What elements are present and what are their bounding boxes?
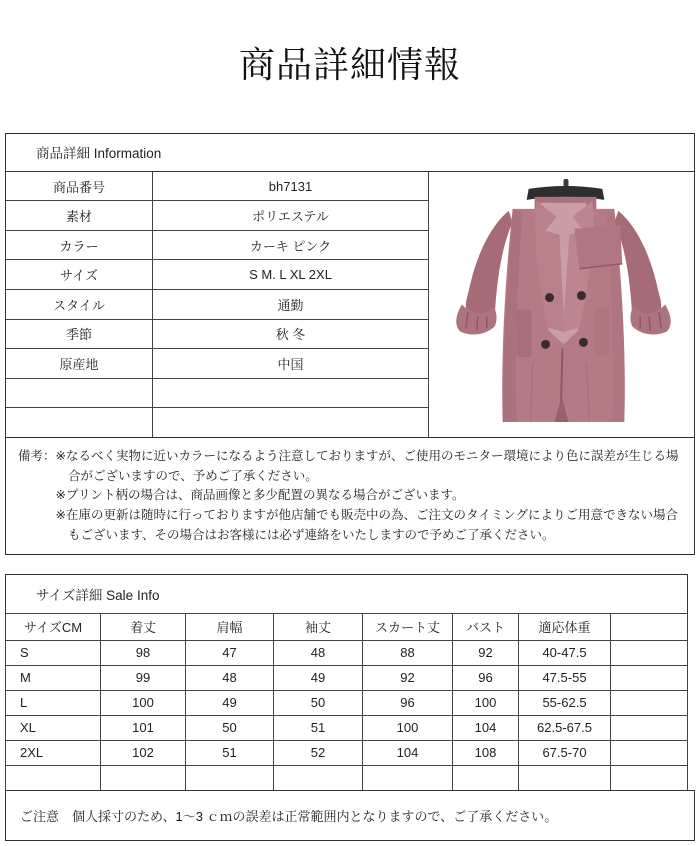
size-cell: 55-62.5 <box>519 690 611 715</box>
product-info-table <box>5 133 695 438</box>
info-value-cell <box>153 408 429 437</box>
size-cell: 104 <box>363 740 453 765</box>
info-table-body <box>6 172 694 437</box>
size-cell: 62.5-67.5 <box>519 715 611 740</box>
size-cell: 88 <box>363 640 453 665</box>
info-value-cell: 中国 <box>153 349 429 378</box>
page-title: 商品詳細情報 <box>238 45 461 85</box>
info-label-cell: 季節 <box>6 320 153 349</box>
info-value-cell: カーキ ピンク <box>153 231 429 260</box>
table-row <box>6 349 429 379</box>
size-cell: 102 <box>101 740 186 765</box>
size-cell: S <box>6 640 101 665</box>
info-label-cell: 原産地 <box>6 349 153 378</box>
table-row <box>6 231 429 261</box>
size-table-header: サイズ詳細 Sale Info <box>5 574 688 614</box>
size-cell: 49 <box>186 690 274 715</box>
size-cell: 100 <box>101 690 186 715</box>
table-row <box>6 379 429 409</box>
size-cell <box>101 765 186 790</box>
size-column-header <box>611 613 688 640</box>
remark-note: ※なるべく実物に近いカラーになるよう注意しておりますが、ご使用のモニター環境により色に誤差が生じる場合がございますので、予めご了承ください。 <box>55 448 679 483</box>
size-cell: 47.5-55 <box>519 665 611 690</box>
notice-text: ご注意 個人採寸のため、1～3 ｃｍの誤差は正常範囲内となりますので、ご了承ください。 <box>20 808 558 824</box>
coat-illustration <box>429 172 694 437</box>
hanger-icon <box>527 179 605 200</box>
table-row <box>6 715 688 740</box>
size-cell: XL <box>6 715 101 740</box>
info-value-cell: bh7131 <box>153 172 429 201</box>
size-column-header: バスト <box>453 613 519 640</box>
table-row <box>6 408 429 437</box>
size-cell <box>611 665 688 690</box>
table-row <box>6 740 688 765</box>
size-table-head-row <box>6 613 688 640</box>
size-cell: 99 <box>101 665 186 690</box>
size-cell <box>274 765 363 790</box>
table-row <box>6 260 429 290</box>
size-cell <box>519 765 611 790</box>
size-cell: 92 <box>453 640 519 665</box>
size-cell: 96 <box>453 665 519 690</box>
info-value-cell: 秋 冬 <box>153 320 429 349</box>
size-column-header: スカート丈 <box>363 613 453 640</box>
info-label-cell <box>6 379 153 408</box>
size-column-header: サイズCM <box>6 613 101 640</box>
table-row <box>6 290 429 320</box>
size-cell <box>611 690 688 715</box>
info-label-cell: スタイル <box>6 290 153 319</box>
size-cell: 47 <box>186 640 274 665</box>
size-cell: 96 <box>363 690 453 715</box>
info-label-cell: 素材 <box>6 201 153 230</box>
table-row <box>6 172 429 202</box>
size-cell <box>611 640 688 665</box>
remarks-box <box>5 437 695 555</box>
info-value-cell: S M. L XL 2XL <box>153 260 429 289</box>
size-cell: M <box>6 665 101 690</box>
size-cell: 50 <box>186 715 274 740</box>
size-cell: 48 <box>186 665 274 690</box>
size-cell <box>611 765 688 790</box>
size-column-header: 肩幅 <box>186 613 274 640</box>
size-cell: 50 <box>274 690 363 715</box>
size-cell: 98 <box>101 640 186 665</box>
size-cell: L <box>6 690 101 715</box>
size-cell: 51 <box>186 740 274 765</box>
remark-note: ※プリント柄の場合は、商品画像と多少配置の異なる場合がございます。 <box>55 488 465 503</box>
info-value-cell: ポリエステル <box>153 201 429 230</box>
info-label-cell <box>6 408 153 437</box>
info-label-cell: カラー <box>6 231 153 260</box>
remark-note: ※在庫の更新は随時に行っておりますが他店舗でも販売中の為、ご注文のタイミングによりご用意できない場合もございます、その場合はお客様には必ず連絡をいたしますので予めご了承ください。 <box>55 508 678 542</box>
size-cell: 104 <box>453 715 519 740</box>
size-cell: 92 <box>363 665 453 690</box>
info-table-rows <box>6 172 429 437</box>
table-row <box>6 201 429 231</box>
size-cell <box>363 765 453 790</box>
table-row <box>6 640 688 665</box>
table-row <box>6 765 688 790</box>
size-column-header: 袖丈 <box>274 613 363 640</box>
notice-box <box>5 790 695 841</box>
size-cell: 40-47.5 <box>519 640 611 665</box>
size-column-header: 着丈 <box>101 613 186 640</box>
remarks-label: 備考： <box>18 448 56 463</box>
size-cell: 48 <box>274 640 363 665</box>
info-value-cell: 通勤 <box>153 290 429 319</box>
size-cell: 67.5-70 <box>519 740 611 765</box>
size-cell: 101 <box>101 715 186 740</box>
size-section <box>5 574 688 791</box>
info-label-cell: サイズ <box>6 260 153 289</box>
info-value-cell <box>153 379 429 408</box>
info-label-cell: 商品番号 <box>6 172 153 201</box>
size-cell: 100 <box>453 690 519 715</box>
size-column-header: 適応体重 <box>519 613 611 640</box>
table-row <box>6 665 688 690</box>
size-cell: 108 <box>453 740 519 765</box>
size-table <box>5 613 688 791</box>
info-table-header: 商品詳細 Information <box>6 134 694 172</box>
size-cell: 100 <box>363 715 453 740</box>
size-cell: 49 <box>274 665 363 690</box>
size-cell <box>186 765 274 790</box>
remarks-notes <box>56 447 682 546</box>
size-cell: 2XL <box>6 740 101 765</box>
size-cell: 51 <box>274 715 363 740</box>
product-photo <box>429 172 694 437</box>
size-cell <box>453 765 519 790</box>
size-cell <box>6 765 101 790</box>
size-cell <box>611 715 688 740</box>
table-row <box>6 320 429 350</box>
size-cell: 52 <box>274 740 363 765</box>
size-cell <box>611 740 688 765</box>
table-row <box>6 690 688 715</box>
